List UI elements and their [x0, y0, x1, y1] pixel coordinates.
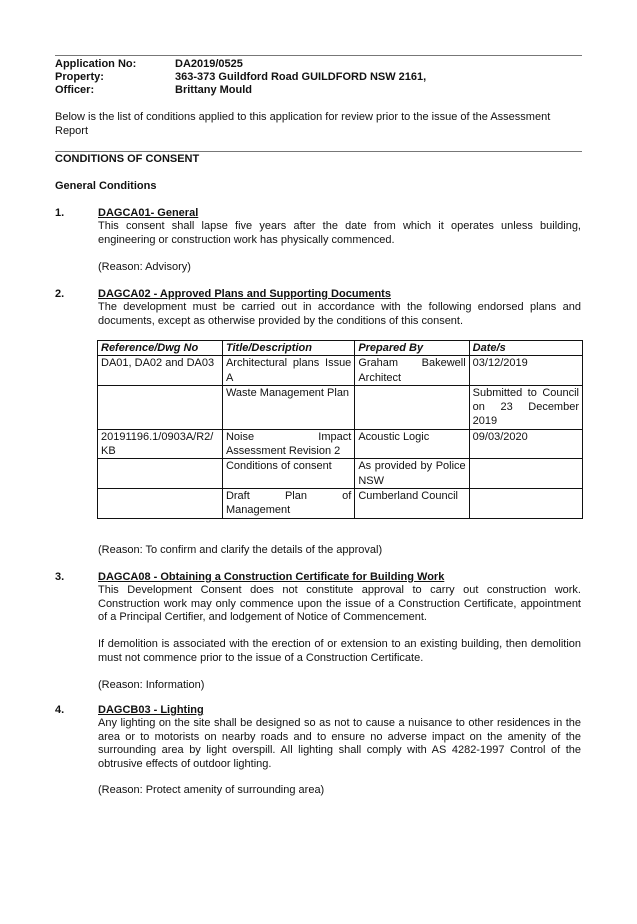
intro-paragraph: Below is the list of conditions applied to this application for review prior to the issue of the Assessment Report	[55, 111, 551, 137]
officer-label: Officer:	[55, 84, 95, 96]
condition-2-number: 2.	[55, 288, 65, 300]
condition-3-reason: (Reason: Information)	[98, 679, 205, 691]
table-cell: Acoustic Logic	[355, 429, 469, 459]
table-cell	[469, 459, 582, 489]
table-row	[98, 488, 583, 518]
table-header-cell: Reference/Dwg No	[98, 341, 223, 356]
condition-3-text: This Development Consent does not constitute approval to carry out construction work. Construction work may only commence upon the issue of a Construction Certificate, appointment of a Principal Certifier, and lodgement of Notice of Commencement.	[98, 584, 581, 623]
table-cell: Graham Bakewell Architect	[355, 356, 469, 386]
table-cell: Architectural plans Issue A	[222, 356, 354, 386]
table-cell: DA01, DA02 and DA03	[98, 356, 223, 386]
table-cell	[98, 459, 223, 489]
application-number-label: Application No:	[55, 58, 137, 70]
table-header-row	[98, 341, 583, 356]
condition-1-title: DAGCA01- General	[98, 207, 199, 219]
section-rule	[55, 151, 582, 152]
officer-value: Brittany Mould	[175, 84, 252, 96]
table-cell	[469, 488, 582, 518]
table-cell: Draft Plan of Management	[222, 488, 354, 518]
condition-2-reason: (Reason: To confirm and clarify the details of the approval)	[98, 544, 383, 556]
condition-2-text: The development must be carried out in accordance with the following endorsed plans and documents, except as otherwise provided by the conditions of this consent.	[98, 301, 581, 327]
table-cell: 20191196.1/0903A/R2/KB	[98, 429, 223, 459]
section-subtitle: General Conditions	[55, 180, 157, 192]
table-cell: Cumberland Council	[355, 488, 469, 518]
approved-plans-table	[97, 340, 583, 519]
property-value: 363-373 Guildford Road GUILDFORD NSW 2161,	[175, 71, 427, 83]
property-label: Property:	[55, 71, 104, 83]
table-cell	[98, 488, 223, 518]
table-cell: Waste Management Plan	[222, 385, 354, 429]
table-header-cell: Title/Description	[222, 341, 354, 356]
condition-1-reason: (Reason: Advisory)	[98, 261, 191, 273]
table-header-cell: Date/s	[469, 341, 582, 356]
table-row	[98, 459, 583, 489]
table-cell: 03/12/2019	[469, 356, 582, 386]
condition-1-text: This consent shall lapse five years after the date from which it operates unless building, engineering or construction work has physically commenced.	[98, 220, 581, 246]
section-title: CONDITIONS OF CONSENT	[55, 153, 200, 165]
condition-3-title: DAGCA08 - Obtaining a Construction Certificate for Building Work	[98, 571, 445, 583]
table-cell: Conditions of consent	[222, 459, 354, 489]
table-cell	[98, 385, 223, 429]
table-row	[98, 385, 583, 429]
table-cell: Submitted to Council on 23 December 2019	[469, 385, 582, 429]
table-header-cell: Prepared By	[355, 341, 469, 356]
condition-3-text-2: If demolition is associated with the erection of or extension to an existing building, then demolition must not commence prior to the issue of a Construction Certificate.	[98, 638, 581, 664]
top-rule	[55, 55, 582, 56]
table-cell	[355, 385, 469, 429]
table-row	[98, 356, 583, 386]
table-cell: As provided by Police NSW	[355, 459, 469, 489]
application-number-value: DA2019/0525	[175, 58, 243, 70]
condition-3-number: 3.	[55, 571, 65, 583]
condition-4-number: 4.	[55, 704, 65, 716]
condition-4-text: Any lighting on the site shall be designed so as not to cause a nuisance to other residences in the area or to motorists on nearby roads and to ensure no adverse impact on the amenity of the surrounding area by light overspill. All lighting shall comply with AS 4282-1997 Control of the obtrusive effects of outdoor lighting.	[98, 717, 581, 770]
condition-1-number: 1.	[55, 207, 65, 219]
table-row	[98, 429, 583, 459]
table-cell: 09/03/2020	[469, 429, 582, 459]
table-cell: Noise Impact Assessment Revision 2	[222, 429, 354, 459]
condition-4-title: DAGCB03 - Lighting	[98, 704, 204, 716]
condition-2-title: DAGCA02 - Approved Plans and Supporting Documents	[98, 288, 391, 300]
condition-4-reason: (Reason: Protect amenity of surrounding area)	[98, 784, 325, 796]
